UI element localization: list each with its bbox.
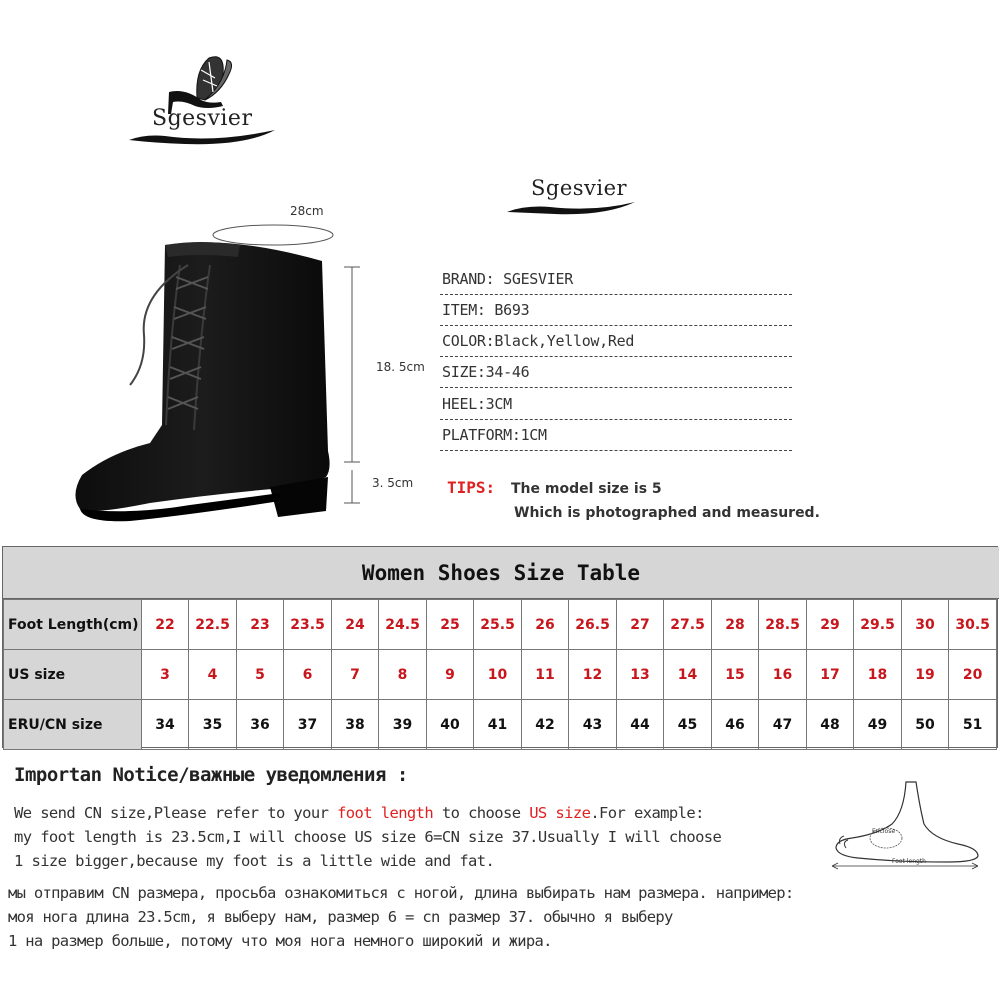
spec-color: COLOR:Black,Yellow,Red — [440, 326, 792, 357]
heel-height-label: 3. 5cm — [372, 476, 414, 490]
size-cell: 48 — [806, 700, 853, 750]
size-row-label: Foot Length(cm) — [4, 600, 142, 650]
size-cell: 36 — [236, 700, 283, 750]
size-cell: 49 — [854, 700, 902, 750]
size-row-label: US size — [4, 650, 142, 700]
size-cell: 23 — [236, 600, 283, 650]
size-cell: 30 — [901, 600, 948, 650]
size-cell: 28.5 — [759, 600, 807, 650]
size-table — [2, 546, 998, 748]
size-cell: 16 — [759, 650, 807, 700]
size-cell: 7 — [331, 650, 378, 700]
notice-en-text: .For example: — [590, 804, 704, 822]
secondary-logo-text: Sgesvier — [531, 176, 628, 200]
size-cell: 13 — [616, 650, 663, 700]
spec-heel: HEEL:3CM — [440, 389, 792, 420]
size-cell: 27.5 — [664, 600, 712, 650]
size-cell: 51 — [949, 700, 997, 750]
enclose-label: Enclose — [872, 828, 896, 835]
size-row — [4, 700, 997, 750]
size-cell: 30.5 — [949, 600, 997, 650]
notice-ru-line-3: 1 на размер больше, потому что моя нога немного широкий и жира. — [8, 932, 552, 950]
tips-label: TIPS: — [447, 478, 496, 497]
size-row — [4, 650, 997, 700]
size-cell: 26.5 — [569, 600, 617, 650]
size-cell: 35 — [189, 700, 237, 750]
size-row-label: ERU/CN size — [4, 700, 142, 750]
notice-en-line-1 — [14, 804, 704, 822]
size-table-grid — [3, 599, 997, 750]
size-cell: 26 — [521, 600, 568, 650]
size-cell: 12 — [569, 650, 617, 700]
size-cell: 8 — [379, 650, 427, 700]
size-cell: 24.5 — [379, 600, 427, 650]
size-cell: 42 — [521, 700, 568, 750]
size-cell: 11 — [521, 650, 568, 700]
notice-foot-length-highlight: foot length — [337, 804, 434, 822]
notice-ru-line-2: моя нога длина 23.5cm, я выберу нам, размер 6 = cn размер 37. обычно я выберу — [8, 908, 673, 926]
size-cell: 38 — [331, 700, 378, 750]
size-cell: 5 — [236, 650, 283, 700]
boot-icon — [70, 225, 340, 525]
size-cell: 41 — [474, 700, 522, 750]
size-cell: 44 — [616, 700, 663, 750]
circumference-marker — [208, 220, 338, 250]
size-cell: 9 — [426, 650, 473, 700]
shaft-height-label: 18. 5cm — [376, 360, 425, 374]
size-cell: 29 — [806, 600, 853, 650]
circumference-label: 28cm — [290, 204, 324, 218]
tips-line-2: Which is photographed and measured. — [514, 505, 820, 521]
size-cell: 45 — [664, 700, 712, 750]
size-cell: 10 — [474, 650, 522, 700]
size-cell: 25 — [426, 600, 473, 650]
size-cell: 37 — [284, 700, 332, 750]
main-logo-text: Sgesvier — [152, 106, 253, 131]
size-table-title: Women Shoes Size Table — [3, 547, 999, 599]
size-cell: 24 — [331, 600, 378, 650]
secondary-logo — [505, 172, 640, 220]
size-cell: 19 — [901, 650, 948, 700]
notice-en-text: We send CN size,Please refer to your — [14, 804, 338, 822]
size-cell: 28 — [711, 600, 758, 650]
size-cell: 3 — [141, 650, 188, 700]
foot-length-label: Foot length — [892, 858, 926, 865]
swoosh-icon — [505, 172, 640, 220]
size-cell: 25.5 — [474, 600, 522, 650]
notice-en-text: to choose — [433, 804, 530, 822]
notice-en-line-2: my foot length is 23.5cm,I will choose US size 6=CN size 37.Usually I will choose — [14, 828, 722, 846]
size-cell: 22.5 — [189, 600, 237, 650]
notice-en-line-3: 1 size bigger,because my foot is a little wide and fat. — [14, 852, 495, 870]
spec-size: SIZE:34-46 — [440, 357, 792, 388]
size-row — [4, 600, 997, 650]
size-cell: 23.5 — [284, 600, 332, 650]
size-cell: 4 — [189, 650, 237, 700]
spec-platform: PLATFORM:1CM — [440, 420, 792, 451]
boot-image — [70, 225, 340, 525]
size-cell: 34 — [141, 700, 188, 750]
size-cell: 6 — [284, 650, 332, 700]
notice-title: Importan Notice/важные уведомления : — [14, 764, 408, 786]
size-cell: 40 — [426, 700, 473, 750]
size-cell: 27 — [616, 600, 663, 650]
size-cell: 43 — [569, 700, 617, 750]
shaft-height-marker — [342, 265, 362, 510]
main-logo — [125, 48, 285, 158]
tips-line-1: The model size is 5 — [511, 481, 662, 497]
size-cell: 22 — [141, 600, 188, 650]
size-cell: 29.5 — [854, 600, 902, 650]
notice-us-size-highlight: US size — [529, 804, 591, 822]
spec-brand: BRAND: SGESVIER — [440, 264, 792, 295]
size-cell: 50 — [901, 700, 948, 750]
size-cell: 14 — [664, 650, 712, 700]
size-cell: 39 — [379, 700, 427, 750]
size-cell: 46 — [711, 700, 758, 750]
spec-item: ITEM: B693 — [440, 295, 792, 326]
size-cell: 17 — [806, 650, 853, 700]
butterfly-heel-icon — [125, 48, 285, 158]
size-cell: 18 — [854, 650, 902, 700]
size-cell: 20 — [949, 650, 997, 700]
size-cell: 47 — [759, 700, 807, 750]
notice-ru-line-1: мы отправим CN размера, просьба ознакомиться с ногой, длина выбирать нам размера. например: — [8, 884, 794, 902]
size-cell: 15 — [711, 650, 758, 700]
foot-measurement-diagram — [828, 778, 988, 874]
